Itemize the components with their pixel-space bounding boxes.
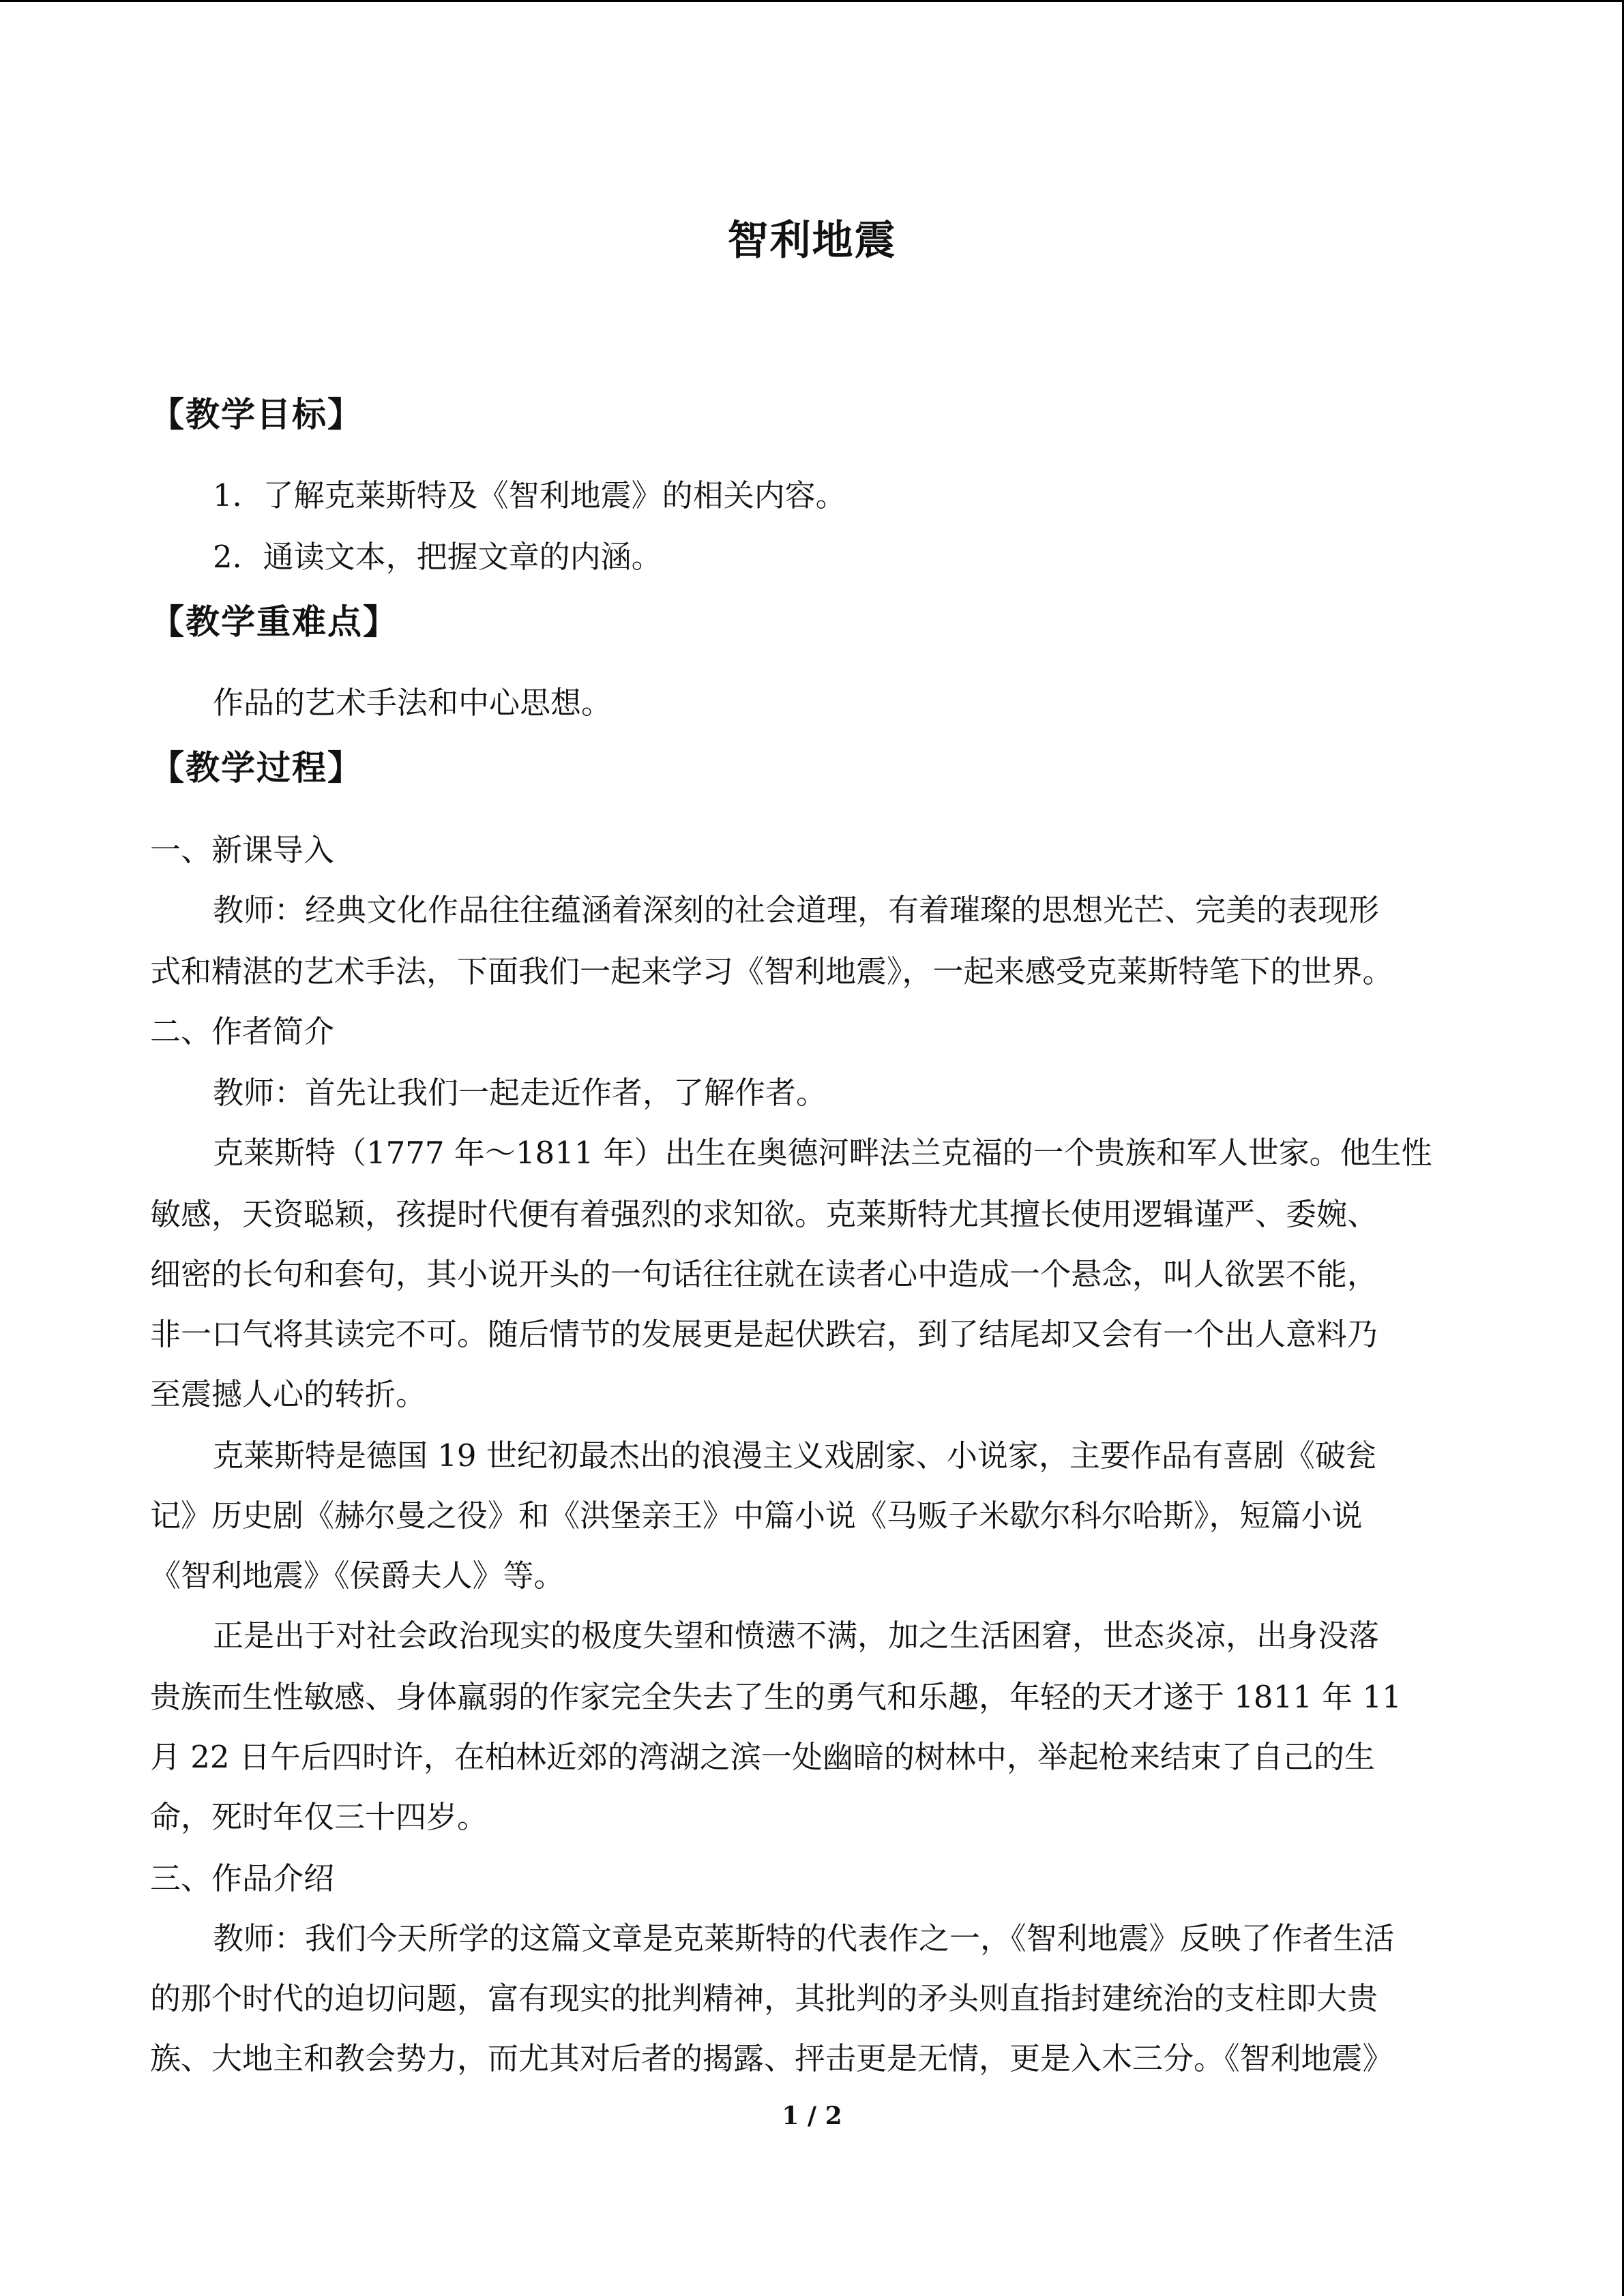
paragraph-line: 细密的长句和套句，其小说开头的一句话往往就在读者心中造成一个悬念，叫人欲罢不能，	[150, 1256, 1378, 1292]
part1-heading: 一、新课导入	[150, 832, 335, 868]
objective-item: 1．了解克莱斯特及《智利地震》的相关内容。	[213, 477, 846, 513]
paragraph-line: 敏感，天资聪颖，孩提时代便有着强烈的求知欲。克莱斯特尤其擅长使用逻辑谨严、委婉、	[150, 1196, 1378, 1232]
paragraph-line: 族、大地主和教会势力，而尤其对后者的揭露、抨击更是无情，更是入木三分。《智利地震》	[150, 2040, 1393, 2076]
paragraph-line: 非一口气将其读完不可。随后情节的发展更是起伏跌宕，到了结尾却又会有一个出人意料乃	[150, 1316, 1378, 1352]
paragraph-line: 贵族而生性敏感、身体羸弱的作家完全失去了生的勇气和乐趣，年轻的天才遂于 1811 年 11	[150, 1679, 1402, 1715]
part2-heading: 二、作者简介	[150, 1013, 335, 1049]
objective-item: 2．通读文本，把握文章的内涵。	[213, 539, 662, 575]
paragraph-line: 克莱斯特是德国 19 世纪初最杰出的浪漫主义戏剧家、小说家，主要作品有喜剧《破瓮	[213, 1437, 1376, 1474]
paragraph-line: 至震撼人心的转折。	[150, 1376, 427, 1412]
page-title: 智利地震	[727, 217, 897, 265]
key-points-heading: 【教学重难点】	[150, 602, 398, 642]
paragraph-line: 正是出于对社会政治现实的极度失望和愤懑不满，加之生活困窘，世态炎凉，出身没落	[213, 1617, 1380, 1654]
paragraph-line: 月 22 日午后四时许，在柏林近郊的湾湖之滨一处幽暗的树林中，举起枪来结束了自己的生	[150, 1739, 1375, 1775]
paragraph-line: 克莱斯特（1777 年～1811 年）出生在奥德河畔法兰克福的一个贵族和军人世家。他生性	[213, 1135, 1432, 1171]
page-number: 1 / 2	[782, 2102, 842, 2130]
paragraph-line: 的那个时代的迫切问题，富有现实的批判精神，其批判的矛头则直指封建统治的支柱即大贵	[150, 1980, 1378, 2016]
paragraph-line: 教师：经典文化作品往往蕴涵着深刻的社会道理，有着璀璨的思想光芒、完美的表现形	[213, 892, 1380, 928]
paragraph-line: 教师：我们今天所学的这篇文章是克莱斯特的代表作之一，《智利地震》反映了作者生活	[213, 1920, 1395, 1956]
objectives-heading: 【教学目标】	[150, 395, 363, 434]
paragraph-line: 命，死时年仅三十四岁。	[150, 1799, 488, 1835]
paragraph-line: 《智利地震》《侯爵夫人》等。	[150, 1557, 565, 1594]
paragraph-line: 教师：首先让我们一起走近作者，了解作者。	[213, 1075, 827, 1111]
key-points-text: 作品的艺术手法和中心思想。	[213, 685, 612, 721]
part3-heading: 三、作品介绍	[150, 1860, 335, 1896]
paragraph-line: 记》历史剧《赫尔曼之役》和《洪堡亲王》中篇小说《马贩子米歇尔科尔哈斯》，短篇小说	[150, 1497, 1363, 1534]
paragraph-line: 式和精湛的艺术手法，下面我们一起来学习《智利地震》，一起来感受克莱斯特笔下的世界。	[150, 953, 1393, 989]
process-heading: 【教学过程】	[150, 748, 363, 788]
